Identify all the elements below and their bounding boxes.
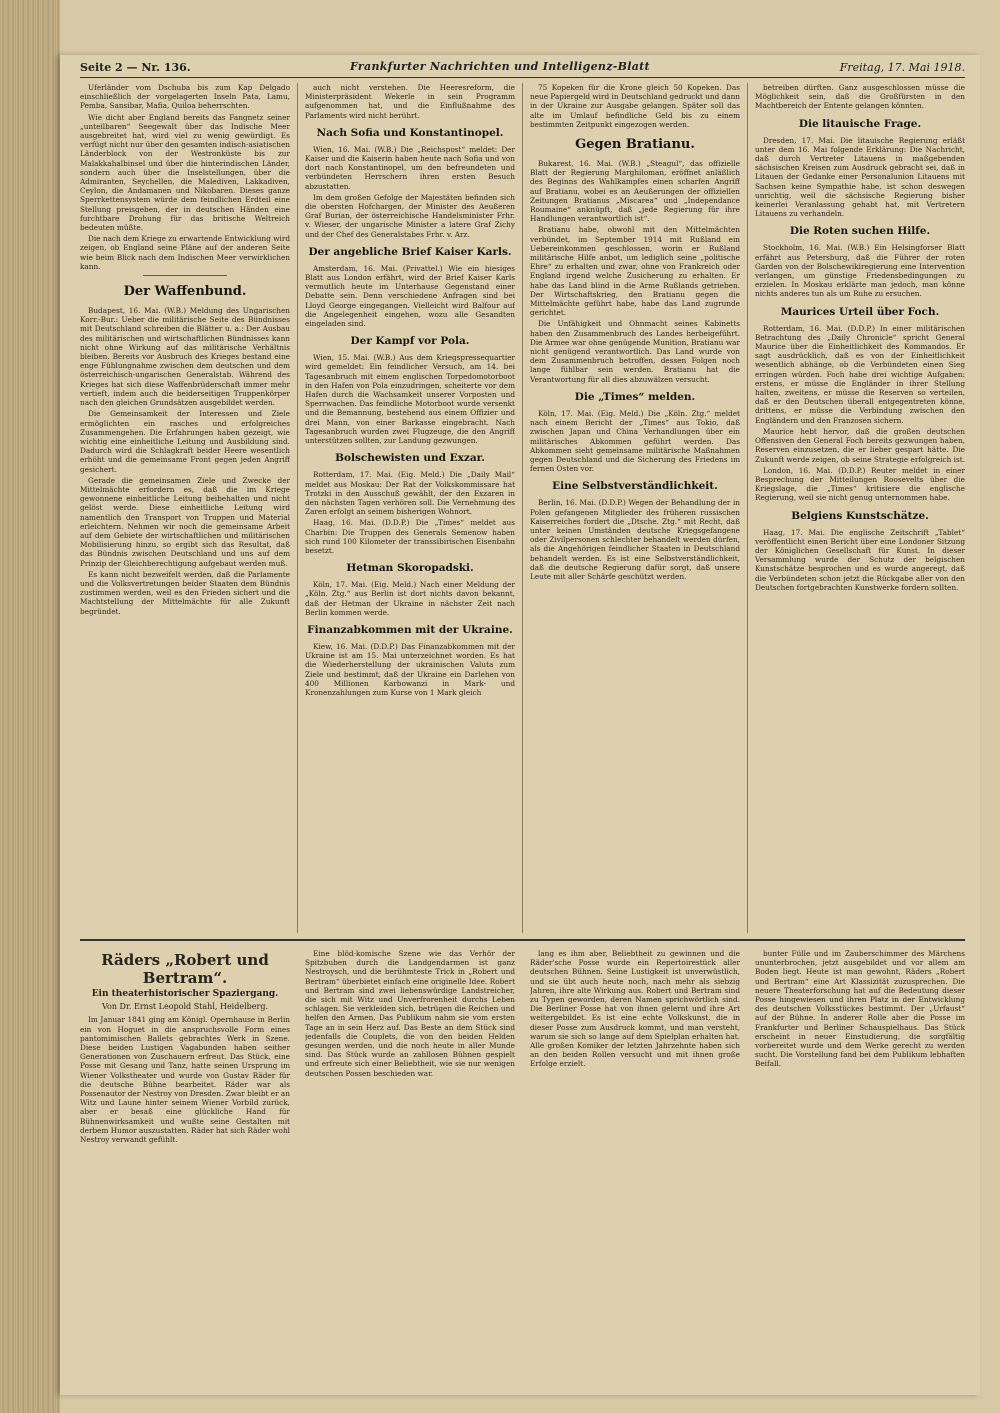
- paragraph: Budapest, 16. Mai. (W.B.) Meldung des Ungarischen Korr.-Bur.: Ueber die militärische Seite des Bündnisses mit Deutschland schreiben die Blätter u. a.: Der Ausbau des militärischen und wirtschaftlichen Bündnisses kann nicht ohne Wirkung auf das militärische Verhältnis bleiben. Bereits vor Ausbruch des Krieges bestand eine enge Fühlungnahme zwischen dem deutschen und dem österreichisch-ungarischen Generalstab. Während des Krieges hat sich diese Waffenbrüderschaft immer mehr vertieft, indem auch die beiderseitigen Truppenkörper nach den gleichen Grundsätzen ausgebildet werden.: [80, 306, 290, 408]
- article-heading: Eine Selbstverständlichkeit.: [552, 480, 718, 493]
- column-rule: [297, 83, 298, 933]
- paragraph: Gerade die gemeinsamen Ziele und Zwecke der Mittelmächte erfordern es, daß die im Kriege gewonnene einheitliche Leitung beibehalten und nicht gelöst werde. Diese einheitliche Leitung wird namentlich den Transport von Truppen und Material erleichtern. Nehmen wir noch die gemeinsame Arbeit auf dem Gebiete der wirtschaftlichen und militärischen Mobilisierung hinzu, so ergibt sich das Resultat, daß das Bündnis zwischen Deutschland und uns auf dem Prinzip der Gleichberechtigung aufgebaut werden muß.: [80, 475, 290, 568]
- feuilleton-column-4: [755, 949, 965, 1389]
- column-4: [755, 83, 965, 933]
- article-heading: Die Roten suchen Hilfe.: [789, 225, 931, 238]
- paragraph: Im dem großen Gefolge der Majestäten befinden sich die obersten Hofchargen, der Minister des Aeußeren Graf Burian, der österreichische Handelsminister Frhr. v. Wieser, der ungarische Minister a latere Graf Zichy und der Chef des Generalstabes Frhr. v. Arz.: [305, 192, 515, 239]
- article-heading: Finanzabkommen mit der Ukraine.: [307, 623, 513, 636]
- article-heading: Belgiens Kunstschätze.: [791, 509, 929, 522]
- newspaper-page: [60, 55, 980, 1395]
- paragraph: Wien, 15. Mai. (W.B.) Aus dem Kriegspressequartier wird gemeldet: Ein feindlicher Versuch, am 14. bei Tagesanbruch mit einem englischen Torpedomotorboot in den Hafen von Pola einzudringen, scheiterte vor dem Hafen durch die Wachsamkeit unserer Vorposten und Sperrwachen. Das feindliche Motorboot wurde versenkt und die Bemannung, bestehend aus einem Offizier und drei Mann, von einer Barkasse eingebracht. Nach Tagesanbruch wurden zwei Flugzeuge, die den Angriff unterstützen sollten, zur Landung gezwungen.: [305, 353, 515, 446]
- article-heading: Der Waffenbund.: [123, 284, 247, 300]
- paragraph: Köln, 17. Mai. (Eig. Meld.) Nach einer Meldung der „Köln. Ztg.“ aus Berlin ist dort nichts davon bekannt, daß der Hetman der Ukraine in nächster Zeit nach Berlin kommen werde.: [305, 580, 515, 617]
- page-stack-edge: [0, 0, 60, 1413]
- paragraph: Köln, 17. Mai. (Eig. Meld.) Die „Köln. Ztg.“ meldet nach einem Bericht der „Times“ aus Tokio, daß zwischen Japan und China Verhandlungen über ein militärisches Abkommen geführt werden. Das Abkommen sieht gemeinsame militärische Maßnahmen gegen Deutschland und die Sicherung des Friedens im fernen Osten vor.: [530, 408, 740, 474]
- paragraph: Stockholm, 16. Mai. (W.B.) Ein Helsingforser Blatt erfährt aus Petersburg, daß die Führer der roten Garden von der Bolschewikiregierung eine Intervention verlangen, um günstige Friedensbedingungen zu erzielen. In Moskau erklärte man jedoch, man könne nichts anderes tun als um Ruhe zu ersuchen.: [755, 243, 965, 299]
- paragraph: Dresden, 17. Mai. Die litauische Regierung erläßt unter dem 16. Mai folgende Erklärung: Die Nachricht, daß durch Vertreter Litauens in maßgebenden sächsischen Kreisen zum Ausdruck gebracht sei, daß in Litauen der Gedanke einer Personalunion Litauens mit Sachsen keine Sympathie habe, ist schon deswegen unrichtig, weil die sächsische Regierung bisher keinerlei Veranlassung gehabt hat, mit Vertretern Litauens zu verhandeln.: [755, 135, 965, 219]
- feuilleton-column-3: [530, 949, 740, 1389]
- paragraph: lang es ihm aber, Beliebtheit zu gewinnen und die Räder'sche Posse wurde ein Repertoirestück aller deutschen Bühnen. Seine Lustigkeit ist unverwüstlich, und sie übt auch heute noch, nach mehr als siebzig Jahren, ihre alte Wirkung aus. Robert und Bertram sind zu Typen geworden, deren Namen sprichwörtlich sind. Die Berliner Posse hat von ihnen gelernt und ihre Art weitergebildet. Es ist eine echte Volkskunst, die in dieser Posse zum Ausdruck kommt, und man versteht, warum sie sich so lange auf dem Spielplan erhalten hat. Alle großen Komiker der letzten Jahrzehnte haben sich an den beiden Rollen versucht und mit ihnen große Erfolge erzielt.: [530, 949, 740, 1069]
- paragraph: Haag, 16. Mai. (D.D.P.) Die „Times“ meldet aus Charbin: Die Truppen des Generals Semenow haben sich rund 100 Kilometer der transsibirischen Eisenbahn besetzt.: [305, 518, 515, 555]
- paragraph: 75 Kopeken für die Krone gleich 50 Kopeken. Das neue Papiergeld wird in Deutschland gedruckt und dann in der Ukraine zur Ausgabe gelangen. Später soll das alte im Umlauf befindliche Geld bis zu einem bestimmten Zeitpunkt eingezogen werden.: [530, 83, 740, 129]
- article-heading: Die litauische Frage.: [798, 117, 922, 130]
- paragraph: Rotterdam, 16. Mai. (D.D.P.) In einer militärischen Betrachtung des „Daily Chronicle“ spricht General Maurice über die Einheitlichkeit des Kommandos. Er sagt ausdrücklich, daß es von der Einheitlichkeit wesentlich abhänge, ob die Verbündeten einen Sieg erringen würden. Foch habe drei wichtige Aufgaben: erstens, er müsse die Engländer in ihrer Stellung halten, zweitens, er müsse die Reserven so verteilen, daß er den Deutschen überall entgegentreten könne, drittens, er müsse die Verbindung zwischen den Engländern und den Franzosen sichern.: [755, 323, 965, 425]
- article-heading: Der angebliche Brief Kaiser Karls.: [308, 245, 512, 258]
- column-rule: [747, 83, 748, 933]
- paragraph: Bratianu habe, obwohl mit den Mittelmächten verbündet, im September 1914 mit Rußland ein Uebereinkommen geschlossen, worin er Rußland militärische Hilfe anbot, um lediglich seine „politische Ehre“ zu erhalten und zwar, ohne von Frankreich oder England irgend welche Zusicherung zu erhalten. Er habe das Land blind in die Arme Rußlands getrieben. Der Wirtschaftskrieg, den Bratianu gegen die Mittelmächte geführt habe, habe das Land zugrunde gerichtet.: [530, 225, 740, 318]
- feuilleton-column-2: [305, 949, 515, 1389]
- paragraph: Die Unfähigkeit und Ohnmacht seines Kabinetts haben den Zusammenbruch des Landes herbeigeführt. Die Armee war ohne genügende Munition, Bratianu war nicht genügend verantwortlich. Das Land wurde von dem Zusammenbruch betroffen, dessen Folgen noch lange fühlbar sein werden. Bratianu hat die Verantwortung für all dies abzuwälzen versucht.: [530, 319, 740, 384]
- feuilleton-title: Räders „Robert und Bertram“.: [101, 951, 269, 987]
- article-heading: Die „Times“ melden.: [574, 390, 696, 403]
- paragraph: Maurice hebt hervor, daß die großen deutschen Offensiven den General Foch bereits gezwungen haben, Reserven einzusetzen, die er lieber gespart hätte. Die Zukunft werde zeigen, ob seine Strategie erfolgreich ist.: [755, 426, 965, 464]
- column-rule: [522, 83, 523, 933]
- paragraph: Haag, 17. Mai. Die englische Zeitschrift „Tablet“ veröffentlicht einen Bericht über eine Londoner Sitzung der Königlichen Gesellschaft für Kunst. In dieser Versammlung wurde der Schutz der belgischen Kunstschätze besprochen und es wurde angeregt, daß die Verbündeten schon jetzt die Rückgabe aller von den Deutschen fortgebrachten Kunstwerke fordern sollten.: [755, 527, 965, 592]
- paragraph: Wien, 16. Mai. (W.B.) Die „Reichspost“ meldet: Der Kaiser und die Kaiserin haben heute nach Sofia und von dort nach Konstantinopel, um den befreundeten und verbündeten Herrschern ihren ersten Besuch abzustatten.: [305, 144, 515, 191]
- article-heading: Der Kampf vor Pola.: [350, 335, 470, 348]
- feuilleton-column-1: [80, 949, 290, 1389]
- paragraph: betreiben dürften. Ganz ausgeschlossen müsse die Möglichkeit sein, daß die Großfürsten in den Machtbereich der Entente gelangen könnten.: [755, 83, 965, 111]
- paragraph: Im Januar 1841 ging am Königl. Opernhause in Berlin ein von Hoguet in die anspruchsvolle Form eines pantomimischen Ballets gebrachtes Werk in Szene. Diese beiden Lustigen Vagabunden haben seither Generationen von Zuschauern erfreut. Das Stück, eine Posse mit Gesang und Tanz, hatte seinen Ursprung im Wiener Volkstheater und wurde von Gustav Räder für die deutsche Bühne bearbeitet. Räder war als Possenautor der Nestroy von Dresden. Zwar bleibt er an Witz und Laune hinter seinem Wiener Vorbild zurück, aber er besaß eine glückliche Hand für Bühnenwirksamkeit und wußte seine Gestalten mit derbem Humor auszustatten. Räder hat sich Räder wohl Nestroy verwandt gefühlt.: [80, 1015, 290, 1145]
- paragraph: Eine blöd-komische Szene wie das Verhör der Spitzbuben durch die Landgendarmen ist ganz Nestroysch, und die berühmteste Trick in „Robert und Bertram“ überbietet einfach eine originelle Idee. Robert und Bertram sind zwei liebenswürdige Landstreicher, die sich mit Witz und Unverfrorenheit durchs Leben schlagen. Sie verkleiden sich, betrügen die Reichen und helfen den Armen. Das Publikum nahm sie vom ersten Tage an in sein Herz auf. Das Beste an dem Stück sind jedenfalls die Couplets, die von den beiden Helden gesungen werden, und die noch heute in aller Munde sind. Das Stück wurde an zahllosen Bühnen gespielt und erfreute sich einer Beliebtheit, wie sie nur wenigen deutschen Possen beschieden war.: [305, 949, 515, 1078]
- paragraph: Die Gemeinsamkeit der Interessen und Ziele ermöglichten ein rasches und erfolgreiches Zusammengehen. Die Erfahrungen haben gezeigt, wie wichtig eine einheitliche Leitung und Ausbildung sind. Dadurch wird die Schlagkraft beider Heere wesentlich erhöht und die gemeinsame Front gegen jeden Angriff gesichert.: [80, 409, 290, 474]
- article-heading: Nach Sofia und Konstantinopel.: [316, 126, 504, 139]
- paragraph: London, 16. Mai. (D.D.P.) Reuter meldet in einer Besprechung der Mitteilungen Roosevelts über die Kriegslage, die „Times“ kritisiere die englische Regierung, weil sie nicht genug unternommen habe.: [755, 465, 965, 503]
- paragraph: bunter Fülle und im Zauberschimmer des Märchens ununterbrochen, jetzt ausgebildet und vor allem am Boden liegt. Heute ist man gewohnt, Räders „Robert und Bertram“ eine Art Klassizität zuzusprechen. Die neuere Theaterforschung hat auf die Bedeutung dieser Posse hingewiesen und ihren Platz in der Entwicklung des deutschen Volksstückes bestimmt. Der „Urfaust“ auf der Bühne. In anderer Rolle aber die Posse im Frankfurter und Berliner Schauspielhaus. Das Stück erscheint in neuer Einstudierung, die sorgfältig vorbereitet wurde und dem Werke gerecht zu werden sucht. Die Vorstellung fand bei dem Publikum lebhaften Beifall.: [755, 949, 965, 1069]
- paragraph: Wie dicht aber England bereits das Fangnetz seiner „unteilbaren“ Seegewalt über das Indische Meer ausgebreitet hat, wird viel zu wenig gewürdigt. Es verfügt nicht nur über den gesamten indisch-asiatischen Länderblock von der Westronküste bis zur Malakkahalbinsel und über die hinterindischen Länder, sondern auch über die Inselstellungen, über die Admiranten, Seychellen, die Malediven, Lakkadiven, Ceylon, die Andamanen und Nikobaren. Dieses ganze Sperrkettensystem würde dem feindlichen Erdteil eine Stellung preisgeben, der in deutschen Händen eine furchtbare Drohung für das britische Weltreich bedeuten müßte.: [80, 112, 290, 233]
- page-number: Seite 2 — Nr. 136.: [80, 61, 191, 74]
- column-2: [305, 83, 515, 933]
- paragraph: Bukarest, 16. Mai. (W.B.) „Steagul“, das offizielle Blatt der Regierung Marghiloman, eröffnet anläßlich des Beginns des Wahlkampfes einen scharfen Angriff auf Bratianu, wobei es an Aeußerungen der offiziellen Zeitungen Bratianus „Miscarea“ und „Independance Roumaine“ anknüpft, daß „jede Regierung für ihre Handlungen verantwortlich ist“.: [530, 159, 740, 224]
- paragraph: Rotterdam, 17. Mai. (Eig. Meld.) Die „Daily Mail“ meldet aus Moskau: Der Rat der Volkskommissare hat Trotzki in den Ausschuß gewählt, der den Exzaren in den nächsten Tagen verhören soll. Die Vernehmung des Zaren erfolgt an seinem bisherigen Wohnort.: [305, 470, 515, 517]
- paragraph: Kiew, 16. Mai. (D.D.P.) Das Finanzabkommen mit der Ukraine ist am 15. Mai unterzeichnet worden. Es hat die Wiederherstellung der ukrainischen Valuta zum Ziele und bestimmt, daß der Ukraine ein Darlehen von 400 Millionen Karbowanzi in Mark- und Kronenzahlungen zum Kurse von 1 Mark gleich: [305, 641, 515, 697]
- article-heading: Bolschewisten und Exzar.: [335, 452, 485, 465]
- column-1: [80, 83, 290, 933]
- page-header: [80, 59, 965, 78]
- paragraph: auch nicht verstehen. Die Heeresreform, die Ministerpräsident Wekerle in sein Programm aufgenommen hat, und die Einflußnahme des Parlaments wird nicht berührt.: [305, 83, 515, 120]
- article-heading: Maurices Urteil über Foch.: [780, 305, 940, 318]
- paragraph: Es kann nicht bezweifelt werden, daß die Parlamente und die Volksvertretungen beider Staaten dem Bündnis zustimmen werden, weil es den Frieden sichert und die Machtstellung der Mittelmächte für alle Zukunft begründet.: [80, 569, 290, 616]
- paragraph: Berlin, 16. Mai. (D.D.P.) Wegen der Behandlung der in Polen gefangenen Mitglieder des früheren russischen Kaiserreiches fordert die „Dtsche. Ztg.“ mit Recht, daß unter keinen Umständen deutsche Kriegsgefangene oder Zivilpersonen schlechter behandelt werden dürfen, als die Angehörigen feindlicher Staaten in Deutschland behandelt werden. Es ist eine Selbstverständlichkeit, daß die deutsche Regierung dafür sorgt, daß unsere Leute mit aller Schärfe geschützt werden.: [530, 498, 740, 581]
- paragraph: Die nach dem Kriege zu erwartende Entwicklung wird zeigen, ob England seine Pläne auf der anderen Seite wie beim Blick nach dem Indischen Meer verwirklichen kann.: [80, 234, 290, 271]
- newspaper-masthead: Frankfurter Nachrichten und Intelligenz-Blatt: [350, 60, 650, 73]
- paragraph: Uferländer vom Dschuba bis zum Kap Delgado einschließlich der vorgelagerten Inseln Pata, Lamu, Pemba, Sansibar, Mafia, Quiloa beherrschten.: [80, 83, 290, 111]
- issue-date: Freitag, 17. Mai 1918.: [839, 61, 965, 74]
- feuilleton-divider: [80, 939, 965, 941]
- article-heading: Hetman Skoropadski.: [346, 562, 474, 575]
- paragraph: Amsterdam, 16. Mai. (Privattel.) Wie ein hiesiges Blatt aus London erfährt, wird der Brief Kaiser Karls vermutlich heute im Unterhause Gegenstand einer Debatte sein. Denn verschiedene Anfragen sind bei Lloyd George eingegangen. Vielleicht wird Balfour auf die Angelegenheit eingehen, wozu alle Gesandten eingeladen sind.: [305, 263, 515, 329]
- article-heading: Gegen Bratianu.: [575, 137, 695, 153]
- column-3: [530, 83, 740, 933]
- divider: [143, 275, 227, 276]
- feuilleton-subtitle: Ein theaterhistorischer Spaziergang.: [91, 989, 279, 999]
- feuilleton-author: Von Dr. Ernst Leopold Stahl, Heidelberg.: [102, 1002, 268, 1012]
